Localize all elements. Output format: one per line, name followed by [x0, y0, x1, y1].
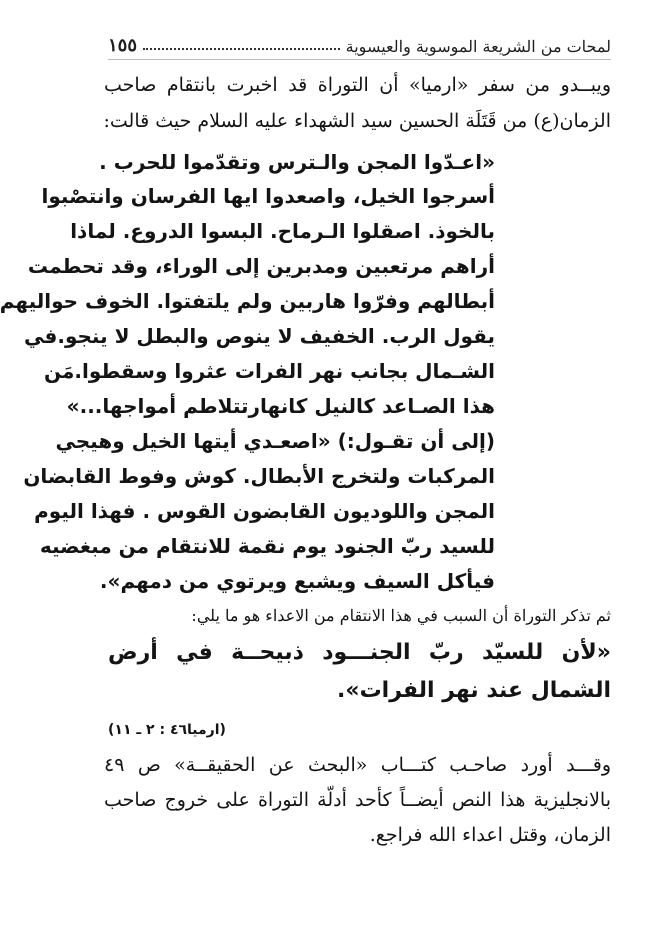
quote-line-5: أبطالهم وفرّوا هاربين ولم يلتفتوا. الخوف حواليهم	[0, 289, 495, 313]
quote-line-1: «اعـدّوا المجن والـترس وتقدّموا للحرب .	[99, 150, 495, 174]
note-line: ثم تذكر التوراة أن السبب في هذا الانتقام من الاعداء هو ما يلي:	[191, 606, 611, 625]
quote-line-2: أسرجوا الخيل، واصعدوا ايها الفرسان وانتصْبوا	[41, 184, 495, 208]
second-quote-line-1: «لأن للسيّد ربّ الجنـــود ذبيحــة في أرض	[108, 640, 611, 665]
closing-line-1: وقـــد أورد صاحـب كتـــاب «البحث عن الحقيقــة» ص ٤٩	[104, 754, 611, 776]
quote-line-9: (إلى أن تقـول:) «اصعـدي أيتها الخيل وهيجي	[55, 429, 495, 453]
running-title: لمحات من الشريعة الموسوية والعيسوية	[345, 37, 611, 56]
quote-line-11: المجن واللوديون القابضون القوس . فهذا اليوم	[34, 499, 495, 523]
page-header	[108, 26, 611, 60]
closing-line-3: الزمان، وقتل اعداء الله فراجع.	[369, 824, 611, 846]
quote-line-12: للسيد ربّ الجنود يوم نقمة للانتقام من مبغضيه	[39, 534, 495, 558]
intro-line-1: ويبــدو من سفر «ارميا» أن التوراة قد اخبرت بانتقام صاحب	[104, 74, 611, 96]
quote-line-4: أراهم مرتعبين ومدبرين إلى الوراء، وقد تحطمت	[27, 254, 495, 278]
quote-line-6: يقول الرب. الخفيف لا ينوص والبطل لا ينجو.في	[24, 324, 495, 348]
quote-line-10: المركبات ولتخرج الأبطال. كوش وفوط القابضان	[23, 464, 495, 488]
second-quote-line-2: الشمال عند نهر الفرات».	[337, 678, 611, 703]
page-number: ١٥٥	[108, 35, 138, 56]
closing-line-2: بالانجليزية هذا النص أيضــاً كأحد أدلّة التوراة على خروج صاحب	[104, 789, 611, 811]
quote-line-3: بالخوذ. اصقلوا الـرماح. البسوا الدروع. لماذا	[70, 219, 495, 243]
reference-citation: (ارميا٤٦ : ٢ ـ ١١)	[108, 722, 226, 738]
intro-line-2: الزمان(ع) من قَتَلَة الحسين سيد الشهداء عليه السلام حيث قالت:	[103, 110, 611, 132]
quote-line-7: الشـمال بجانب نهر الفرات عثروا وسقطوا.مَن	[44, 359, 495, 383]
quote-line-8: هذا الصـاعد كالنيل كانهارتتلاطم أمواجها...»	[66, 394, 495, 418]
header-dot-leader	[143, 48, 340, 50]
quote-line-13: فيأكل السيف ويشبع ويرتوي من دمهم».	[99, 569, 495, 593]
